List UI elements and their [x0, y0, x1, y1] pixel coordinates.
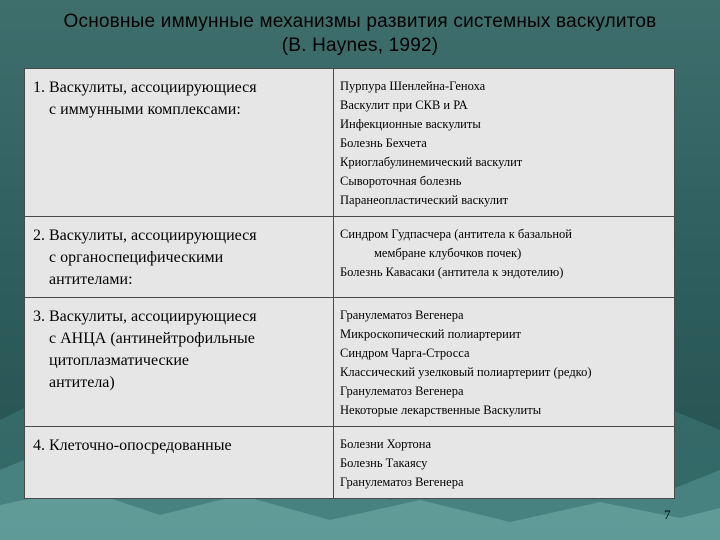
slide-title-line-1: Основные иммунные механизмы развития системных васкулитов: [63, 11, 657, 32]
category-line: с иммунными комплексами:: [49, 101, 241, 118]
list-item: Инфекционные васкулиты: [340, 117, 481, 131]
list-item: Пурпура Шенлейна-Геноха: [340, 79, 486, 93]
list-item: Гранулематоз Вегенера: [340, 308, 464, 322]
list-item: Классический узелковый полиартериит (редко): [340, 365, 592, 379]
category-line: 4. Клеточно-опосредованные: [33, 437, 232, 454]
table-row: [25, 69, 675, 217]
list-item: Васкулит при СКВ и РА: [340, 98, 468, 112]
table-row: [25, 298, 675, 427]
disease-list-cell: [334, 69, 675, 217]
disease-list-cell: [334, 298, 675, 427]
category-cell: [25, 298, 334, 427]
category-line: 1. Васкулиты, ассоциирующиеся: [33, 79, 257, 96]
category-cell: [25, 69, 334, 217]
category-line: антителами:: [49, 271, 133, 288]
list-item: Гранулематоз Вегенера: [340, 384, 464, 398]
list-item: Микроскопический полиартериит: [340, 327, 522, 341]
list-item: Криоглабулинемический васкулит: [340, 155, 523, 169]
page-number: 7: [664, 507, 671, 522]
table-row: [25, 427, 675, 499]
category-line: цитоплазматические: [49, 352, 189, 369]
vasculitis-table: [24, 68, 675, 499]
slide-title-line-2: (B. Haynes, 1992): [281, 35, 439, 56]
slide-title: [0, 10, 720, 58]
category-cell: [25, 427, 334, 499]
list-item: Гранулематоз Вегенера: [340, 475, 464, 489]
category-line: с АНЦА (антинейтрофильные: [49, 330, 255, 347]
category-line: антитела): [49, 374, 115, 391]
list-item: Сывороточная болезнь: [340, 174, 462, 188]
category-cell: [25, 217, 334, 298]
category-line: 2. Васкулиты, ассоциирующиеся: [33, 227, 257, 244]
disease-list-cell: [334, 217, 675, 298]
list-item: Синдром Гудпасчера (антитела к базальной: [340, 227, 572, 241]
list-item: мембране клубочков почек): [374, 246, 522, 260]
category-line: с органоспецифическими: [49, 249, 224, 266]
list-item: Болезнь Кавасаки (антитела к эндотелию): [340, 265, 564, 279]
table-row: [25, 217, 675, 298]
disease-list-cell: [334, 427, 675, 499]
list-item: Болезни Хортона: [340, 437, 432, 451]
list-item: Паранеопластический васкулит: [340, 193, 509, 207]
category-line: 3. Васкулиты, ассоциирующиеся: [33, 308, 257, 325]
list-item: Синдром Чарга-Стросса: [340, 346, 470, 360]
list-item: Болезнь Такаясу: [340, 456, 428, 470]
list-item: Некоторые лекарственные Васкулиты: [340, 403, 542, 417]
list-item: Болезнь Бехчета: [340, 136, 427, 150]
